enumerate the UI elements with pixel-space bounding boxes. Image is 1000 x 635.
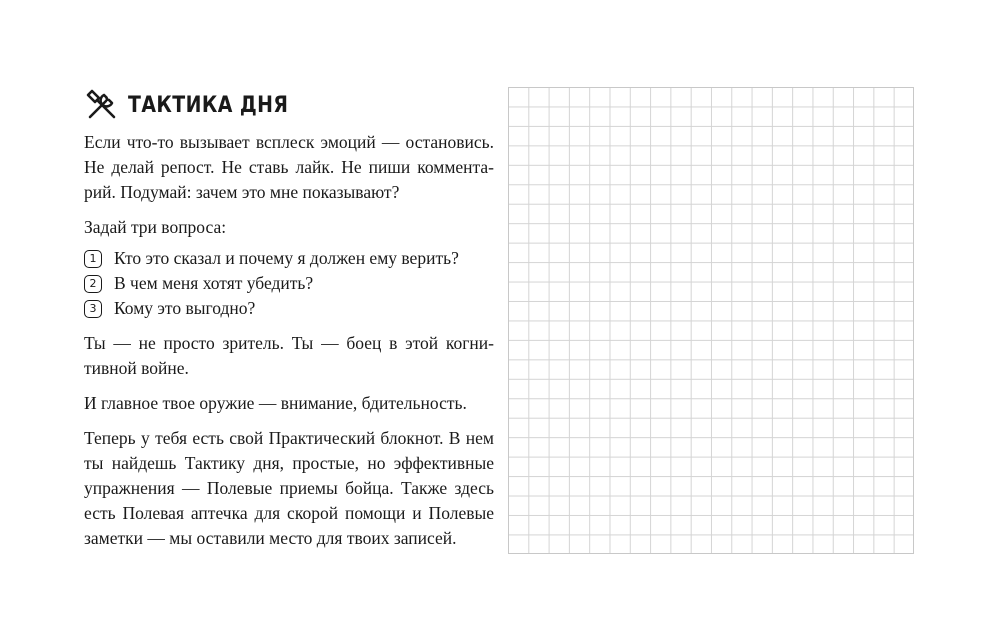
list-item	[84, 296, 494, 321]
question-text: В чем меня хотят убедить?	[114, 273, 314, 293]
notes-grid[interactable]	[508, 87, 914, 554]
section-title: ТАКТИКА ДНЯ	[128, 92, 289, 118]
list-item	[84, 271, 494, 296]
questions-list	[84, 246, 494, 321]
intro-paragraph: Если что-то вызывает всплеск эмоций — остановись. Не делай репост. Не ставь лайк. Не пиши комментарий. Подумай: зачем это мне показывают?	[84, 132, 494, 202]
number-2-badge-icon: 2	[84, 275, 102, 293]
section-header	[84, 84, 494, 126]
number-1-badge-icon: 1	[84, 250, 102, 268]
crossed-tools-icon	[84, 87, 120, 123]
list-item	[84, 246, 494, 271]
viewer-paragraph: Ты — не просто зритель. Ты — боец в этой когнитивной войне.	[84, 333, 494, 378]
notebook-paragraph: Теперь у тебя есть свой Практический блокнот. В нем ты найдешь Тактику дня, простые, но эффективные упражнения — Полевые приемы бойца. Также здесь есть Полевая аптечка для скорой помощи и Полевые заметки — мы оставили место для твоих записей.	[84, 428, 494, 548]
questions-lead: Задай три вопроса:	[84, 217, 227, 237]
question-text: Кто это сказал и почему я должен ему верить?	[114, 248, 459, 268]
weapon-paragraph: И главное твое оружие — внимание, бдительность.	[84, 393, 467, 413]
tactic-of-the-day-section	[84, 84, 494, 561]
number-3-badge-icon: 3	[84, 300, 102, 318]
question-text: Кому это выгодно?	[114, 298, 256, 318]
